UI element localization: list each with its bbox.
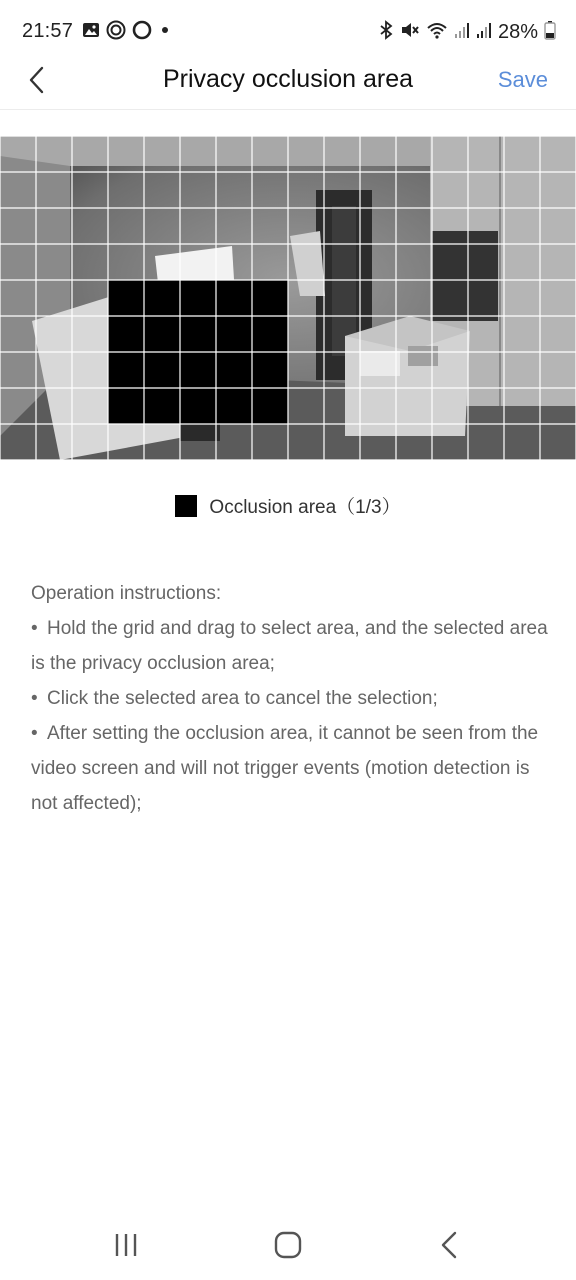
occluded-cell[interactable] xyxy=(144,316,180,352)
occluded-cell[interactable] xyxy=(252,352,288,388)
home-button[interactable] xyxy=(268,1230,308,1260)
legend xyxy=(0,492,576,519)
system-nav-bar xyxy=(0,1210,576,1280)
occluded-cell[interactable] xyxy=(252,388,288,424)
instruction-item: • Click the selected area to cancel the selection; xyxy=(31,681,551,716)
occluded-cell[interactable] xyxy=(216,388,252,424)
occluded-cell[interactable] xyxy=(216,280,252,316)
wifi-icon xyxy=(426,20,448,45)
status-time: 21:57 xyxy=(22,20,74,42)
bluetooth-icon xyxy=(378,20,394,45)
operation-instructions xyxy=(31,576,551,821)
occluded-cell[interactable] xyxy=(108,352,144,388)
occluded-cell[interactable] xyxy=(252,316,288,352)
occluded-cell[interactable] xyxy=(216,316,252,352)
dot-icon xyxy=(158,23,172,42)
header xyxy=(0,50,576,110)
occluded-cell[interactable] xyxy=(252,280,288,316)
occlusion-count-label: Occlusion area（1/3） xyxy=(209,497,401,518)
page-title: Privacy occlusion area xyxy=(162,65,414,93)
signal-icon xyxy=(454,20,470,45)
gallery-icon xyxy=(82,21,100,44)
battery-icon xyxy=(544,20,556,45)
occluded-cell[interactable] xyxy=(180,352,216,388)
occluded-cell[interactable] xyxy=(180,280,216,316)
occluded-cell[interactable] xyxy=(108,388,144,424)
occluded-cell[interactable] xyxy=(144,280,180,316)
occluded-cell[interactable] xyxy=(144,352,180,388)
occluded-cell[interactable] xyxy=(108,280,144,316)
instructions-heading: Operation instructions: xyxy=(31,583,222,604)
occluded-cell[interactable] xyxy=(180,316,216,352)
save-button[interactable]: Save xyxy=(497,67,548,92)
bullet-icon: • xyxy=(31,723,38,744)
signal-icon xyxy=(476,20,492,45)
occluded-cell[interactable] xyxy=(180,388,216,424)
bullet-icon: • xyxy=(31,688,38,709)
instruction-item: • After setting the occlusion area, it cannot be seen from the video screen and will not trigger events (motion detection is not affected); xyxy=(31,716,551,821)
occluded-cell[interactable] xyxy=(216,352,252,388)
recent-apps-button[interactable] xyxy=(106,1230,146,1260)
bullet-icon: • xyxy=(31,618,38,639)
instruction-item: • Hold the grid and drag to select area, and the selected area is the privacy occlusion area; xyxy=(31,611,551,681)
app-icon xyxy=(106,20,126,45)
nav-back-button[interactable] xyxy=(430,1230,470,1260)
occluded-cell[interactable] xyxy=(144,388,180,424)
mute-icon xyxy=(400,20,420,45)
camera-image xyxy=(0,136,576,460)
back-icon xyxy=(430,1230,470,1260)
occlusion-swatch xyxy=(175,495,197,517)
home-icon xyxy=(268,1230,308,1260)
camera-preview[interactable] xyxy=(0,136,576,460)
recent-apps-icon xyxy=(106,1230,146,1260)
occluded-cell[interactable] xyxy=(108,316,144,352)
circle-icon xyxy=(132,20,152,45)
battery-percentage: 28% xyxy=(497,20,538,43)
